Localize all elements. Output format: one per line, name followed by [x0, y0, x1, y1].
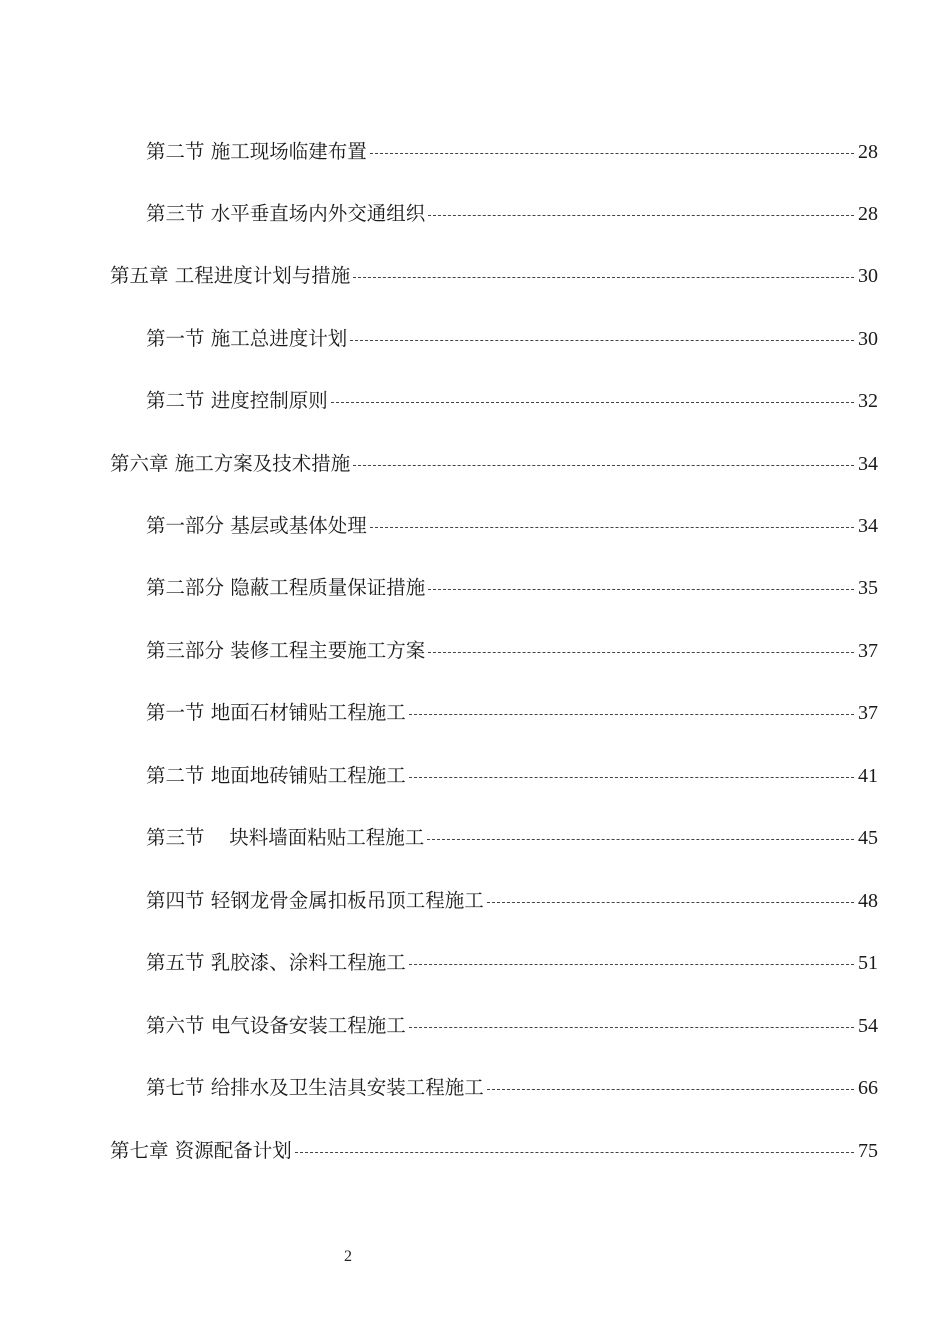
- toc-entry[interactable]: [146, 200, 878, 228]
- toc-entry-page: 45: [858, 827, 878, 849]
- toc-entry[interactable]: [146, 325, 878, 353]
- toc-entry-page: 32: [858, 390, 878, 412]
- toc-entry-title: 第六节 电气设备安装工程施工: [146, 1014, 406, 1037]
- dot-leader: [409, 964, 854, 965]
- dot-leader: [428, 215, 854, 216]
- dot-leader: [295, 1152, 854, 1153]
- toc-entry-title: 第二节 施工现场临建布置: [146, 140, 367, 163]
- dot-leader: [350, 340, 854, 341]
- toc-entry-page: 48: [858, 890, 878, 912]
- toc-entry[interactable]: [146, 1074, 878, 1102]
- toc-entry-title: 第二节 地面地砖铺贴工程施工: [146, 764, 406, 787]
- toc-entry[interactable]: [146, 574, 878, 602]
- toc-entry-title: 第七章 资源配备计划: [110, 1139, 292, 1162]
- toc-entry-page: 34: [858, 453, 878, 475]
- toc-entry-title: 第三部分 装修工程主要施工方案: [146, 639, 426, 662]
- toc-entry-title: 第四节 轻钢龙骨金属扣板吊顶工程施工: [146, 889, 484, 912]
- toc-entry[interactable]: [146, 887, 878, 915]
- toc-entry[interactable]: [146, 637, 878, 665]
- toc-entry[interactable]: [110, 262, 878, 290]
- toc-entry-title: 第三节 块料墙面粘贴工程施工: [146, 826, 425, 849]
- toc-entry-title: 第二节 进度控制原则: [146, 389, 328, 412]
- toc-entry-title: 第五章 工程进度计划与措施: [110, 264, 351, 287]
- dot-leader: [487, 902, 854, 903]
- toc-entry[interactable]: [110, 1137, 878, 1165]
- toc-entry-page: 34: [858, 515, 878, 537]
- toc-entry-title: 第一部分 基层或基体处理: [146, 514, 367, 537]
- dot-leader: [353, 465, 854, 466]
- page-number: 2: [344, 1248, 352, 1265]
- dot-leader: [409, 777, 854, 778]
- dot-leader: [428, 652, 854, 653]
- dot-leader: [428, 589, 854, 590]
- dot-leader: [409, 714, 854, 715]
- dot-leader: [487, 1089, 854, 1090]
- toc-entry-page: 37: [858, 702, 878, 724]
- toc-entry[interactable]: [146, 1012, 878, 1040]
- toc-entry-page: 28: [858, 141, 878, 163]
- toc-entry-title: 第五节 乳胶漆、涂料工程施工: [146, 951, 406, 974]
- toc-entry-page: 30: [858, 328, 878, 350]
- dot-leader: [370, 153, 854, 154]
- toc-entry-page: 35: [858, 577, 878, 599]
- toc-entry-title: 第一节 地面石材铺贴工程施工: [146, 701, 406, 724]
- toc-entry-title: 第三节 水平垂直场内外交通组织: [146, 202, 426, 225]
- toc-entry[interactable]: [146, 387, 878, 415]
- toc-entry-page: 75: [858, 1140, 878, 1162]
- dot-leader: [331, 402, 854, 403]
- toc-entry-page: 54: [858, 1015, 878, 1037]
- toc-entry-page: 37: [858, 640, 878, 662]
- toc-entry-title: 第六章 施工方案及技术措施: [110, 452, 351, 475]
- toc-entry-title: 第七节 给排水及卫生洁具安装工程施工: [146, 1076, 484, 1099]
- toc-entry[interactable]: [146, 138, 878, 166]
- dot-leader: [353, 277, 854, 278]
- dot-leader: [427, 839, 854, 840]
- toc-entry-title: 第一节 施工总进度计划: [146, 327, 348, 350]
- toc-entry-page: 30: [858, 265, 878, 287]
- toc-entry[interactable]: [110, 450, 878, 478]
- toc-entry[interactable]: [146, 512, 878, 540]
- toc-entry[interactable]: [146, 699, 878, 727]
- dot-leader: [409, 1027, 854, 1028]
- toc-entry-page: 28: [858, 203, 878, 225]
- dot-leader: [370, 527, 854, 528]
- toc-entry-page: 66: [858, 1077, 878, 1099]
- toc-entry[interactable]: [146, 949, 878, 977]
- toc-entry-title: 第二部分 隐蔽工程质量保证措施: [146, 576, 426, 599]
- toc-entry[interactable]: [146, 762, 878, 790]
- toc-entry-page: 51: [858, 952, 878, 974]
- toc-entry-page: 41: [858, 765, 878, 787]
- toc-entry[interactable]: [146, 824, 878, 852]
